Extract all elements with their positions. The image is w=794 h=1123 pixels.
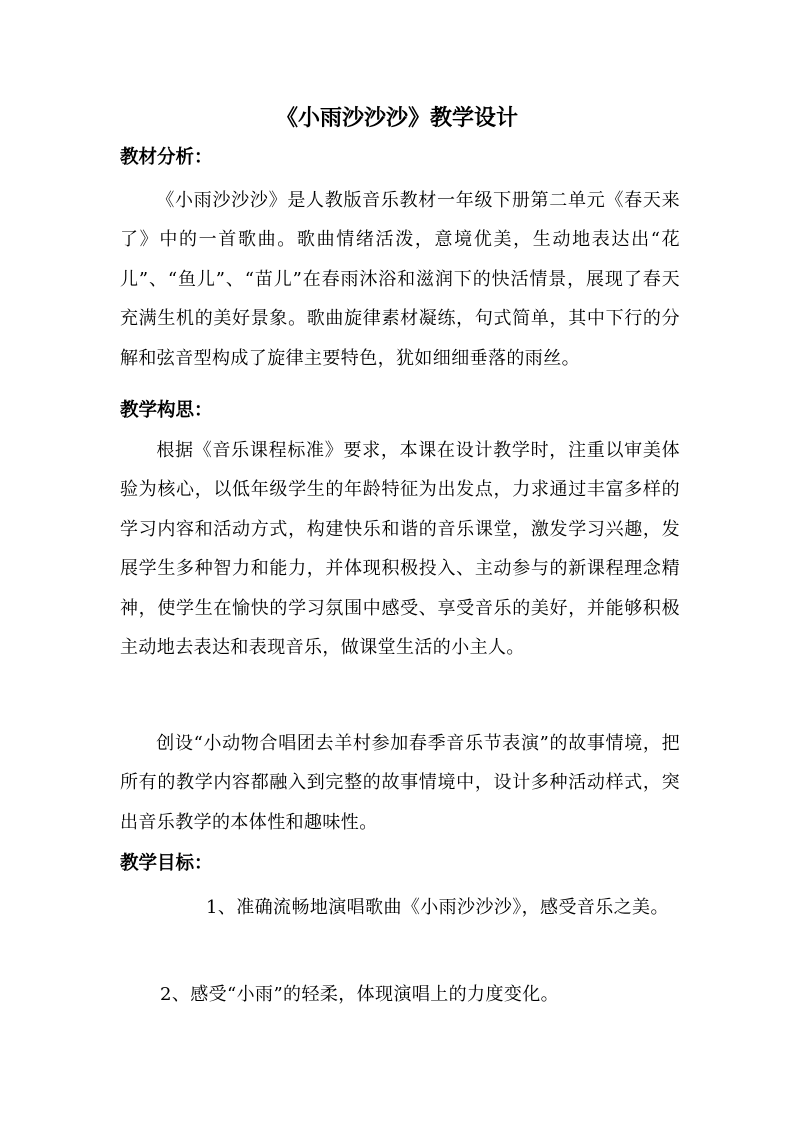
objective-item-2 — [120, 975, 680, 1014]
paragraph-text: 《小雨沙沙沙》是人教版音乐教材一年级下册第二单元《春天来了》中的一首歌曲。歌曲情绪活泼，意境优美，生动地表达出“花儿”、“鱼儿”、“苗儿”在春雨沐浴和滋润下的快活情景，展现了春天充满生机的美好景象。歌曲旋律素材凝练，句式简单，其中下行的分解和弦音型构成了旋律主要特色，犹如细细垂落的雨丝。 — [120, 190, 680, 369]
section-heading-teaching-objectives: 教学目标： — [120, 853, 213, 874]
document-title: 《小雨沙沙沙》教学设计 — [275, 105, 518, 131]
paragraph-text: 创设“小动物合唱团去羊村参加春季音乐节表演”的故事情境，把所有的教学内容都融入到完整的故事情境中，设计多种活动样式，突出音乐教学的本体性和趣味性。 — [120, 733, 680, 833]
paragraph-teaching-concept-2 — [120, 724, 680, 842]
paragraph-material-analysis — [120, 181, 680, 378]
objective-text: 2、感受“小雨”的轻柔，体现演唱上的力度变化。 — [160, 984, 560, 1005]
paragraph-text: 根据《音乐课程标准》要求，本课在设计教学时，注重以审美体验为核心，以低年级学生的年龄特征为出发点，力求通过丰富多样的学习内容和活动方式，构建快乐和谐的音乐课堂，激发学习兴趣，发展学生多种智力和能力，并体现积极投入、主动参与的新课程理念精神，使学生在愉快的学习氛围中感受、享受音乐的美好，并能够积极主动地去表达和表现音乐，做课堂生活的小主人。 — [120, 440, 680, 659]
objective-item-1 — [120, 888, 680, 927]
objective-text: 1、准确流畅地演唱歌曲《小雨沙沙沙》，感受音乐之美。 — [206, 897, 669, 918]
section-heading-teaching-concept: 教学构思： — [120, 400, 213, 421]
section-heading-material-analysis: 教材分析： — [120, 147, 213, 168]
paragraph-teaching-concept-1 — [120, 431, 680, 667]
